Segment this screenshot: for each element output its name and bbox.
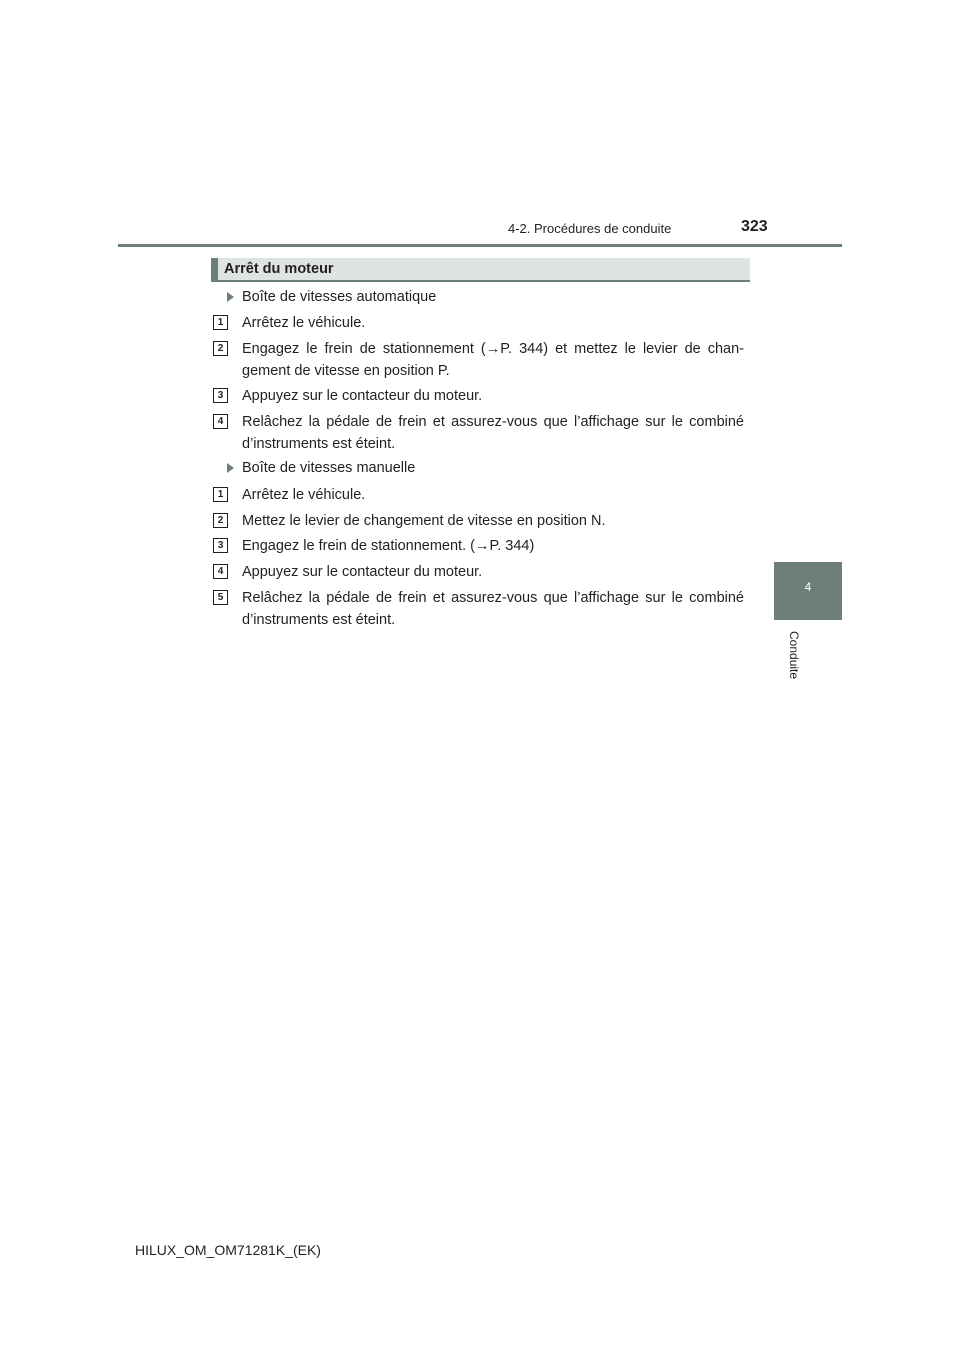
step-number-box: 3 xyxy=(213,538,228,553)
chapter-tab xyxy=(774,562,842,620)
triangle-bullet-icon xyxy=(227,463,234,473)
chapter-number: 4 xyxy=(804,580,812,594)
step-line: Engagez le frein de stationnement (→P. 344) et mettez le levier de chan- xyxy=(242,341,744,357)
step-line: Relâchez la pédale de frein et assurez-vous que l’affichage sur le combiné xyxy=(242,590,744,606)
step-text xyxy=(242,587,744,631)
step-line: Engagez le frein de stationnement. (→P. 344) xyxy=(242,538,535,554)
step-line: Relâchez la pédale de frein et assurez-vous que l’affichage sur le combiné xyxy=(242,414,744,430)
header-divider xyxy=(118,244,842,247)
step-number-box: 1 xyxy=(213,315,228,330)
step-text xyxy=(242,312,744,334)
step-number-box: 3 xyxy=(213,388,228,403)
running-header: 4-2. Procédures de conduite xyxy=(508,221,672,236)
heading-accent-bar xyxy=(211,258,218,280)
step-line: d’instruments est éteint. xyxy=(242,612,396,628)
step-text xyxy=(242,411,744,455)
step-text xyxy=(242,510,744,532)
step-text xyxy=(242,338,744,382)
subheading-manual xyxy=(227,460,415,476)
page-number: 323 xyxy=(741,218,768,235)
step-line: Arrêtez le véhicule. xyxy=(242,487,366,503)
step-number-box: 5 xyxy=(213,590,228,605)
step-number-box: 2 xyxy=(213,513,228,528)
step-number-box: 2 xyxy=(213,341,228,356)
step-line: Mettez le levier de changement de vitesse en position N. xyxy=(242,513,606,529)
triangle-bullet-icon xyxy=(227,292,234,302)
section-heading xyxy=(211,258,750,282)
step-line: Appuyez sur le contacteur du moteur. xyxy=(242,564,483,580)
step-text xyxy=(242,484,744,506)
step-line: Arrêtez le véhicule. xyxy=(242,315,366,331)
subheading-text: Boîte de vitesses manuelle xyxy=(242,460,416,476)
step-number-box: 1 xyxy=(213,487,228,502)
step-number-box: 4 xyxy=(213,564,228,579)
step-text xyxy=(242,535,744,557)
subheading-text: Boîte de vitesses automatique xyxy=(242,289,437,305)
step-number-box: 4 xyxy=(213,414,228,429)
chapter-label: Conduite xyxy=(787,631,801,680)
step-line: d’instruments est éteint. xyxy=(242,436,396,452)
section-title: Arrêt du moteur xyxy=(224,261,334,277)
step-text xyxy=(242,385,744,407)
step-text xyxy=(242,561,744,583)
subheading-automatic xyxy=(227,289,436,305)
step-line: Appuyez sur le contacteur du moteur. xyxy=(242,388,483,404)
document-code: HILUX_OM_OM71281K_(EK) xyxy=(135,1242,321,1258)
step-line: gement de vitesse en position P. xyxy=(242,363,450,379)
